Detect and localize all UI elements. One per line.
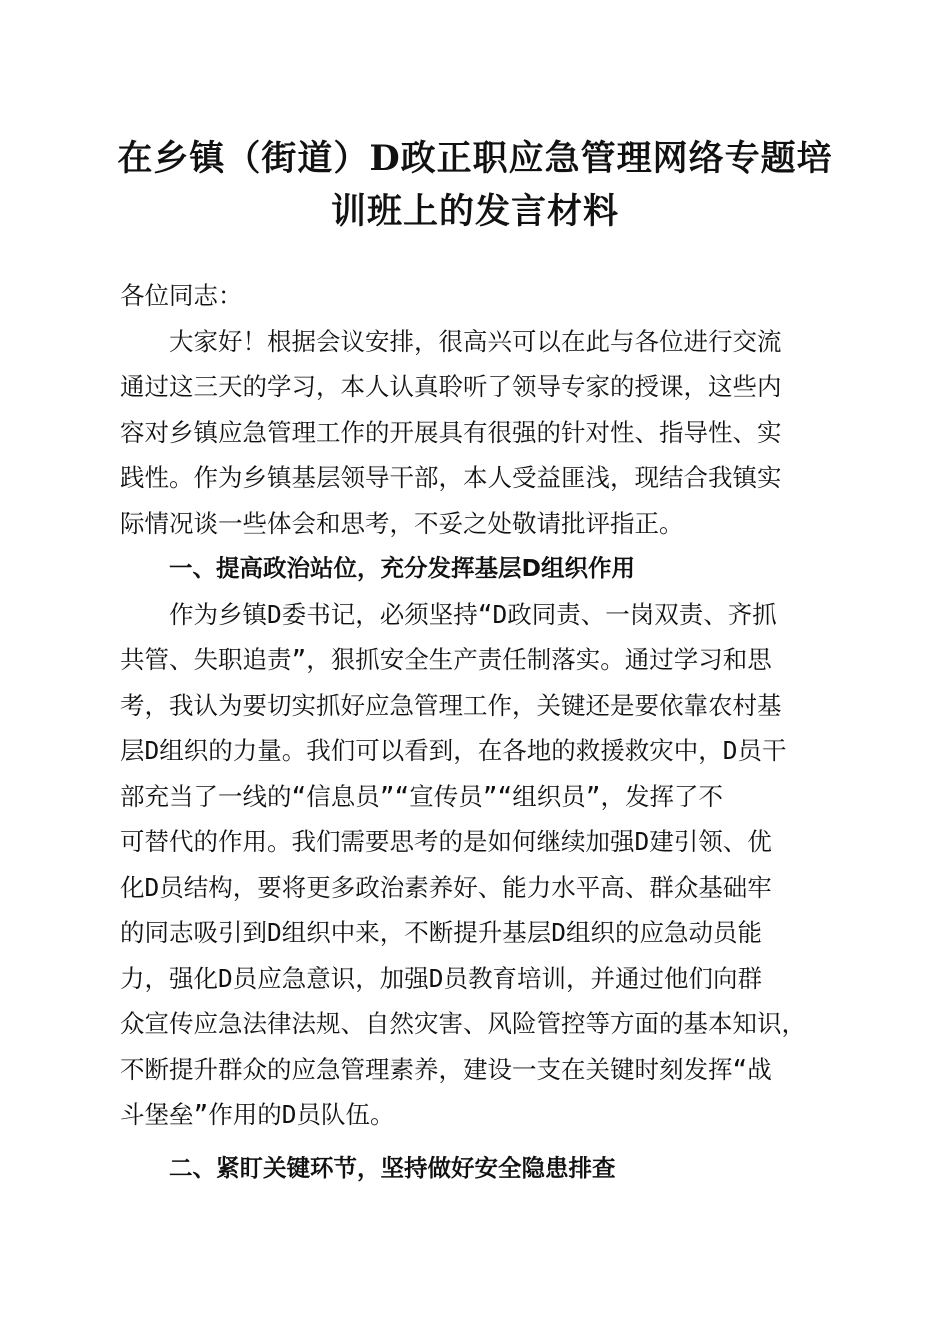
document-title	[100, 132, 850, 238]
paragraph-line: 容对乡镇应急管理工作的开展具有很强的针对性、指导性、实	[120, 417, 782, 447]
paragraph-line: 通过这三天的学习，本人认真聆听了领导专家的授课，这些内	[120, 372, 782, 401]
paragraph-line: 际情况谈一些体会和思考，不妥之处敬请批评指正。	[120, 508, 684, 538]
section-heading: 一、提高政治站位，充分发挥基层D组织作用	[169, 554, 636, 582]
paragraph-line: 作为乡镇D委书记，必须坚持“D政同责、一岗双责、齐抓	[169, 599, 777, 629]
section-heading: 二、紧盯关键环节，坚持做好安全隐患排查	[169, 1153, 616, 1182]
paragraph-line: 部充当了一线的“信息员”“宣传员”“组织员”，发挥了不	[120, 781, 723, 811]
paragraph-line: 考，我认为要切实抓好应急管理工作，关键还是要依靠农村基	[120, 690, 782, 720]
paragraph-line: 众宣传应急法律法规、自然灾害、风险管控等方面的基本知识，	[120, 1009, 806, 1038]
paragraph-line: 的同志吸引到D组织中来，不断提升基层D组织的应急动员能	[120, 918, 762, 947]
paragraph-line: 化D员结构，要将更多政治素养好、能力水平高、群众基础牢	[120, 872, 772, 902]
salutation: 各位同志：	[120, 281, 243, 310]
paragraph-line: 不断提升群众的应急管理素养，建设一支在关键时刻发挥“战	[120, 1054, 772, 1084]
title-line: 训班上的发言材料	[330, 191, 619, 232]
document-body	[120, 273, 836, 1191]
paragraph-line: 力，强化D员应急意识，加强D员教育培训，并通过他们向群	[120, 963, 762, 993]
paragraph-line: 斗堡垒”作用的D员队伍。	[120, 1100, 395, 1129]
title-line: 在乡镇（街道）D政正职应急管理网络专题培	[117, 138, 833, 179]
paragraph-line: 践性。作为乡镇基层领导干部，本人受益匪浅，现结合我镇实	[120, 463, 782, 492]
paragraph-line: 大家好！根据会议安排，很高兴可以在此与各位进行交流	[169, 326, 782, 356]
paragraph-line: 层D组织的力量。我们可以看到，在各地的救援救灾中，D员干	[120, 736, 787, 765]
paragraph-line: 共管、失职追责”，狠抓安全生产责任制落实。通过学习和思	[120, 645, 772, 674]
paragraph-line: 可替代的作用。我们需要思考的是如何继续加强D建引领、优	[120, 827, 772, 856]
